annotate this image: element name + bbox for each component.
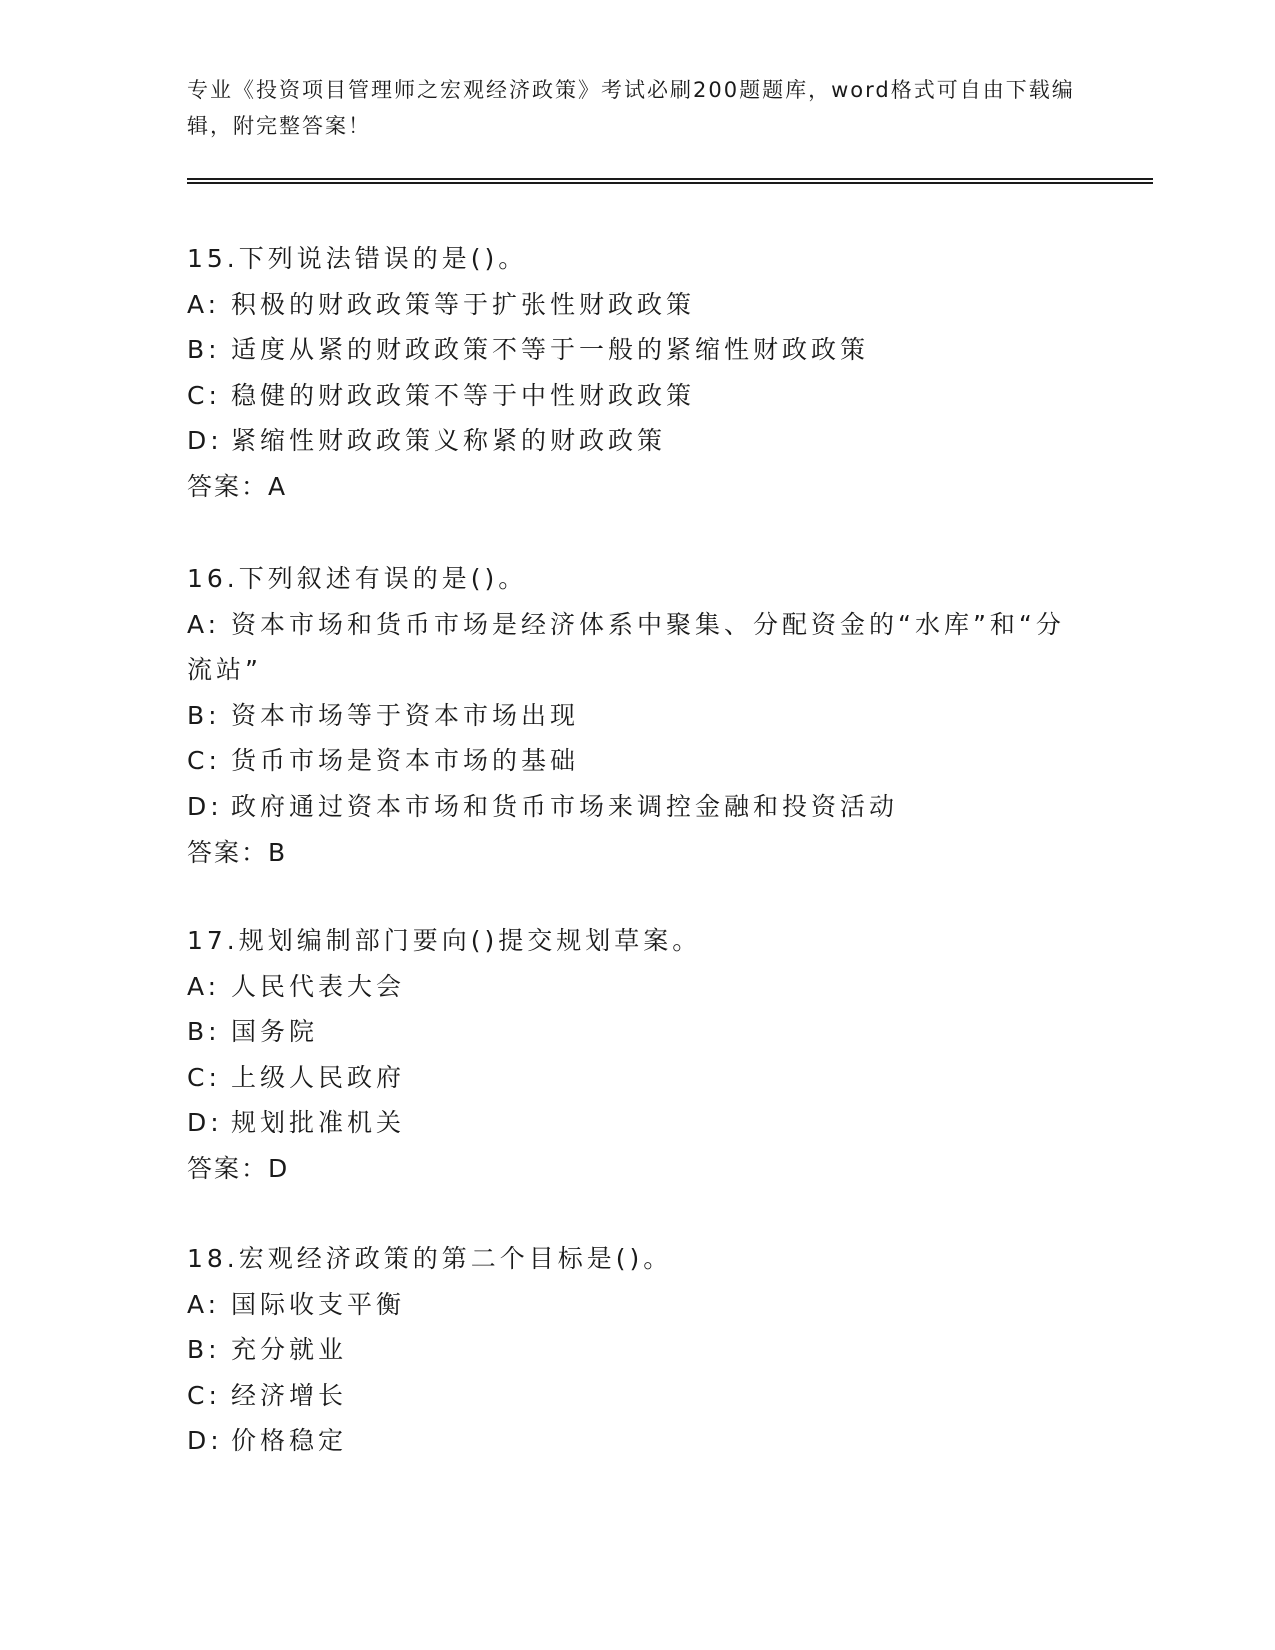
option-key: A:: [187, 289, 221, 319]
option-d: [187, 1418, 1087, 1464]
option-a: [187, 1282, 1087, 1328]
option-text: 上级人民政府: [231, 1062, 406, 1092]
option-key: B:: [187, 335, 221, 365]
option-text: 适度从紧的财政政策不等于一般的紧缩性财政政策: [231, 335, 870, 365]
option-b: [187, 693, 1087, 739]
option-d: [187, 784, 1087, 830]
option-c: [187, 1055, 1087, 1101]
option-key: D:: [187, 1426, 223, 1456]
option-text: 规划批准机关: [231, 1108, 406, 1138]
option-key: B:: [187, 1335, 221, 1365]
question-title: 16.下列叙述有误的是()。: [187, 564, 528, 593]
answer: 答案：A: [187, 471, 288, 501]
question-title: 18.宏观经济政策的第二个目标是()。: [187, 1244, 673, 1273]
header-divider-top: [187, 178, 1153, 180]
option-a: [187, 964, 1087, 1010]
question-title: 15.下列说法错误的是()。: [187, 244, 528, 273]
option-text: 货币市场是资本市场的基础: [231, 746, 580, 776]
option-text: 国际收支平衡: [231, 1289, 406, 1319]
option-text: 积极的财政政策等于扩张性财政政策: [231, 289, 696, 319]
option-key: A:: [187, 609, 221, 639]
option-text: 资本市场等于资本市场出现: [231, 700, 580, 730]
option-key: A:: [187, 1289, 221, 1319]
answer: 答案：B: [187, 837, 288, 867]
option-b: [187, 1327, 1087, 1373]
option-key: C:: [187, 1062, 221, 1092]
option-key: B:: [187, 1017, 221, 1047]
answer: 答案：D: [187, 1153, 290, 1183]
document-header: 专业《投资项目管理师之宏观经济政策》考试必刷200题题库，word格式可自由下载编辑，附完整答案！: [187, 78, 1075, 138]
option-a: [187, 282, 1087, 328]
option-text: 政府通过资本市场和货币市场来调控金融和投资活动: [231, 791, 899, 821]
option-a: [187, 602, 1087, 693]
option-d: [187, 1100, 1087, 1146]
header-divider-bottom: [187, 182, 1153, 184]
option-key: C:: [187, 746, 221, 776]
option-key: D:: [187, 426, 223, 456]
question-15: [187, 236, 1087, 510]
question-title: 17.规划编制部门要向()提交规划草案。: [187, 926, 702, 955]
option-text: 紧缩性财政政策义称紧的财政政策: [231, 426, 667, 456]
option-text: 经济增长: [231, 1380, 348, 1410]
question-18: [187, 1236, 1087, 1464]
option-key: B:: [187, 700, 221, 730]
option-key: A:: [187, 971, 221, 1001]
option-b: [187, 1009, 1087, 1055]
option-d: [187, 418, 1087, 464]
option-b: [187, 327, 1087, 373]
option-key: C:: [187, 380, 221, 410]
option-c: [187, 1373, 1087, 1419]
option-text: 价格稳定: [231, 1426, 348, 1456]
option-text: 资本市场和货币市场是经济体系中聚集、分配资金的“水库”和“分流站”: [187, 609, 1065, 685]
option-key: D:: [187, 791, 223, 821]
option-text: 国务院: [231, 1017, 319, 1047]
option-key: C:: [187, 1380, 221, 1410]
question-16: [187, 556, 1087, 875]
option-text: 充分就业: [231, 1335, 348, 1365]
option-c: [187, 373, 1087, 419]
option-c: [187, 738, 1087, 784]
option-text: 稳健的财政政策不等于中性财政政策: [231, 380, 696, 410]
option-key: D:: [187, 1108, 223, 1138]
option-text: 人民代表大会: [231, 971, 406, 1001]
question-17: [187, 918, 1087, 1192]
